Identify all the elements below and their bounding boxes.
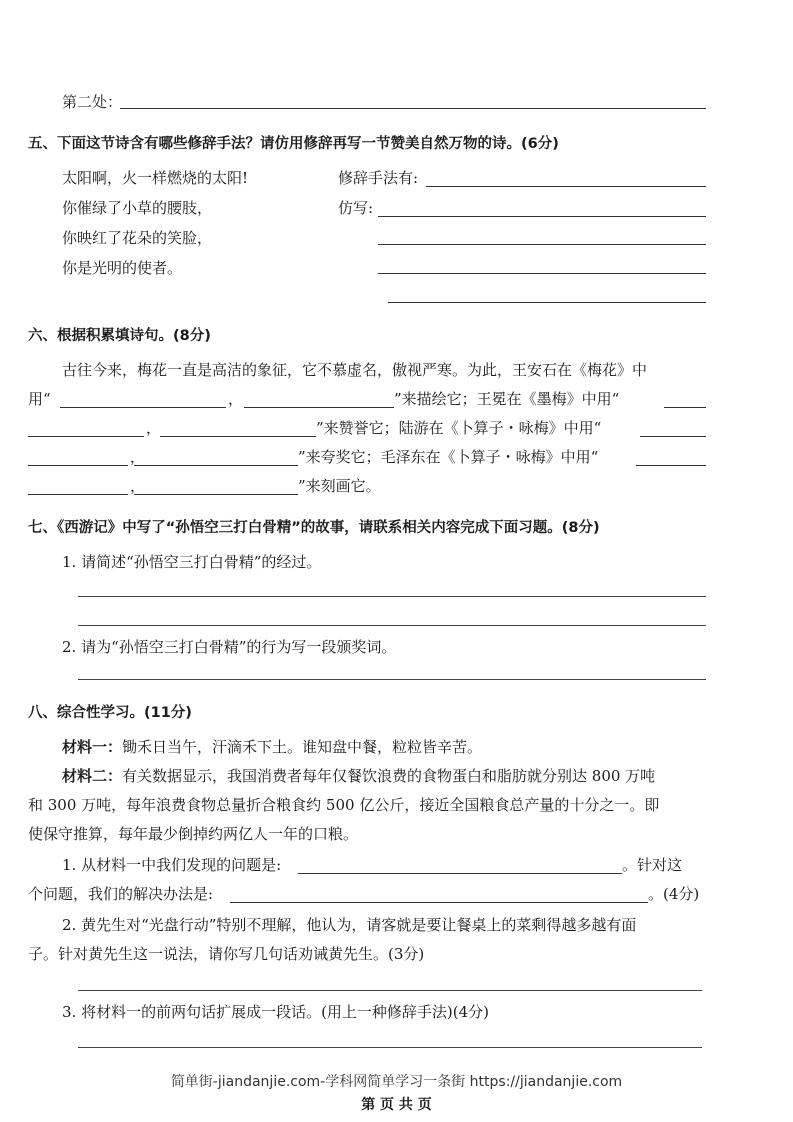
answer-line[interactable]	[378, 273, 706, 274]
answer-line[interactable]	[120, 108, 706, 109]
subquestion-text: 2. 请为“孙悟空三打白骨精”的行为写一段颁奖词。	[62, 638, 397, 656]
material-2	[62, 766, 655, 786]
subquestion-text: 1. 请简述“孙悟空三打白骨精”的经过。	[62, 553, 322, 571]
subquestion-text: 2. 黄先生对“光盘行动”特别不理解，他认为，请客就是要让餐桌上的菜剩得越多越有面	[62, 916, 637, 934]
blank-line[interactable]	[636, 465, 706, 466]
text-fragment: ，	[130, 477, 146, 495]
answer-line[interactable]	[78, 679, 706, 680]
text-fragment: ，	[228, 390, 244, 408]
subquestion-text: 1. 从材料一中我们发现的问题是:	[62, 856, 282, 874]
answer-line[interactable]	[378, 216, 706, 217]
blank-line[interactable]	[134, 494, 298, 495]
material-2-text: 有关数据显示，我国消费者每年仅餐饮浪费的食物蛋白和脂肪就分别达 800 万吨	[122, 767, 656, 785]
answer-label-second: 第二处：	[62, 93, 123, 111]
subquestion-text: 个问题，我们的解决办法是:	[28, 885, 214, 903]
answer-line[interactable]	[388, 302, 706, 303]
question-8-heading: 八、综合性学习。(11分)	[28, 705, 192, 721]
text-fragment: ，	[146, 419, 162, 437]
answer-line[interactable]	[78, 625, 706, 626]
blank-line[interactable]	[28, 465, 128, 466]
answer-line[interactable]	[230, 902, 648, 903]
question-5-heading: 五、下面这节诗含有哪些修辞手法？请仿用修辞再写一节赞美自然万物的诗。(6分)	[28, 136, 559, 152]
paragraph-text: 和 300 万吨，每年浪费食物总量折合粮食约 500 亿公斤，接近全国粮食总产量的十分之一。即	[28, 796, 660, 814]
text-fragment: ”来夸奖它；毛泽东在《卜算子・咏梅》中用“	[298, 448, 599, 466]
poem-line: 太阳啊，火一样燃烧的太阳!	[62, 169, 249, 187]
blank-line[interactable]	[60, 407, 226, 408]
paragraph-text: 使保守推算，每年最少倒掉约两亿人一年的口粮。	[28, 825, 359, 843]
answer-line[interactable]	[426, 186, 706, 187]
text-fragment: ”来赞誉它；陆游在《卜算子・咏梅》中用“	[316, 419, 602, 437]
blank-line[interactable]	[28, 494, 128, 495]
poem-line: 你映红了花朵的笑脸，	[62, 229, 213, 247]
paragraph-text: 古往今来，梅花一直是高洁的象征，它不慕虚名，傲视严寒。为此，王安石在《梅花》中	[62, 361, 648, 379]
subquestion-text: 3. 将材料一的前两句话扩展成一段话。(用上一种修辞手法)(4分)	[62, 1003, 490, 1021]
material-1	[62, 737, 482, 757]
answer-line[interactable]	[378, 244, 706, 245]
answer-line[interactable]	[78, 990, 702, 991]
question-6-heading: 六、根据积累填诗句。(8分)	[28, 328, 211, 344]
poem-line: 你是光明的使者。	[62, 259, 183, 277]
text-fragment: 用“	[28, 390, 51, 408]
answer-line[interactable]	[78, 596, 706, 597]
answer-line[interactable]	[298, 873, 622, 874]
text-fragment: 。针对这	[622, 856, 683, 874]
material-2-label: 材料二：	[62, 767, 123, 785]
material-1-text: 锄禾日当午，汗滴禾下土。谁知盘中餐，粒粒皆辛苦。	[122, 738, 483, 756]
blank-line[interactable]	[28, 436, 144, 437]
page-footer: 第 页 共 页	[361, 1097, 432, 1113]
subquestion-text: 子。针对黄先生这一说法，请你写几句话劝诫黄先生。(3分)	[28, 945, 425, 963]
blank-line[interactable]	[160, 436, 316, 437]
rhetoric-label: 修辞手法有:	[338, 169, 419, 187]
text-fragment: ”来刻画它。	[298, 477, 381, 495]
imitation-label: 仿写:	[338, 199, 374, 217]
blank-line[interactable]	[640, 436, 706, 437]
score-note: 。(4分)	[648, 885, 700, 903]
text-fragment: ”来描绘它；王冕在《墨梅》中用“	[394, 390, 620, 408]
blank-line[interactable]	[244, 407, 394, 408]
poem-line: 你催绿了小草的腰肢，	[62, 199, 213, 217]
blank-line[interactable]	[664, 407, 706, 408]
watermark-text: 简单街-jiandanjie.com-学科网简单学习一条街 https://jiandanjie.com	[170, 1074, 623, 1090]
question-7-heading: 七、《西游记》中写了“孙悟空三打白骨精”的故事，请联系相关内容完成下面习题。(8分)	[28, 520, 600, 536]
text-fragment: ，	[130, 448, 146, 466]
blank-line[interactable]	[134, 465, 298, 466]
material-1-label: 材料一：	[62, 738, 123, 756]
answer-line[interactable]	[78, 1047, 702, 1048]
